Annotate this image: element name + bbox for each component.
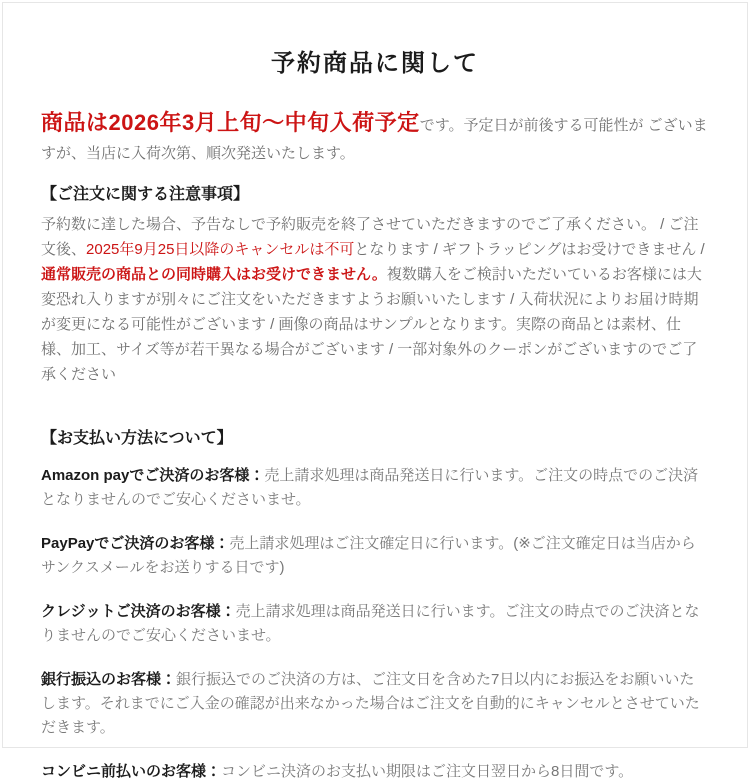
payment-method-description: 売上請求処理はご注文確定日に行います。(※ご注文確定日は当店からサンクスメールをお送りする日です): [41, 534, 696, 576]
payment-methods-heading: 【お支払い方法について】: [41, 429, 233, 447]
payment-method-label: コンビニ前払いのお客様：: [41, 762, 222, 780]
payment-method-description: 売上請求処理は商品発送日に行います。ご注文の時点でのご決済となりませんのでご安心くださいませ。: [41, 466, 699, 508]
payment-method-label: クレジットご決済のお客様：: [41, 602, 236, 620]
arrival-lead-text: です。予定日が前後する可能性が ございますが、当店に入荷次第、順次発送いたします。: [41, 117, 708, 163]
payment-method-label: Amazon payでご決済のお客様：: [41, 466, 265, 484]
order-notes-paragraph: [41, 212, 709, 387]
order-notes-heading: 【ご注文に関する注意事項】: [41, 185, 250, 203]
payment-method-convenience-store: [41, 760, 709, 784]
payment-method-credit-card: [41, 600, 709, 648]
payment-method-description: 売上請求処理は商品発送日に行います。ご注文の時点でのご決済となりませんのでご安心くださいませ。: [41, 602, 700, 644]
arrival-lead-paragraph: [41, 104, 709, 167]
payment-methods-list: [41, 464, 709, 784]
order-note-segment: 予約数に達した場合、予告なしで予約販売を終了させていただきますのでご了承ください。 / ご注文後、: [41, 215, 699, 258]
payment-method-paypay: [41, 532, 709, 580]
order-note-segment: 複数購入をご検討いただいているお客様には大変恐れ入りますが別々にご注文をいただきますようお願いいたします / 入荷状況によりお届け時期が変更になる可能性がございます / 画像の商品はサンプルとなります。実際の商品とは素材、仕様、加工、サイズ等が若干異なる場合がございます / 一部対象外のクーポンがございますのでご了承ください: [41, 265, 702, 383]
payment-method-amazon-pay: [41, 464, 709, 512]
payment-method-label: 銀行振込のお客様：: [41, 670, 177, 688]
pre-order-notice-page: [2, 2, 748, 780]
payment-method-bank-transfer: [41, 668, 709, 740]
payment-method-description: 銀行振込でのご決済の方は、ご注文日を含めた7日以内にお振込をお願いいたします。それまでにご入金の確認が出来なかった場合はご注文を自動的にキャンセルとさせていただきます。: [41, 670, 700, 736]
no-combined-purchase-warning: 通常販売の商品との同時購入はお受けできません。: [41, 265, 387, 283]
payment-method-description: コンビニ決済のお支払い期限はご注文日翌日から8日間です。: [221, 762, 634, 780]
order-note-segment: となります / ギフトラッピングはお受けできません /: [354, 240, 705, 258]
arrival-date-highlight: 商品は2026年3月上旬〜中旬入荷予定: [41, 110, 420, 135]
cancel-deadline-warning: 2025年9月25日以降のキャンセルは不可: [86, 240, 355, 258]
page-title: 予約商品に関して: [271, 50, 479, 77]
payment-method-label: PayPayでご決済のお客様：: [41, 534, 230, 552]
